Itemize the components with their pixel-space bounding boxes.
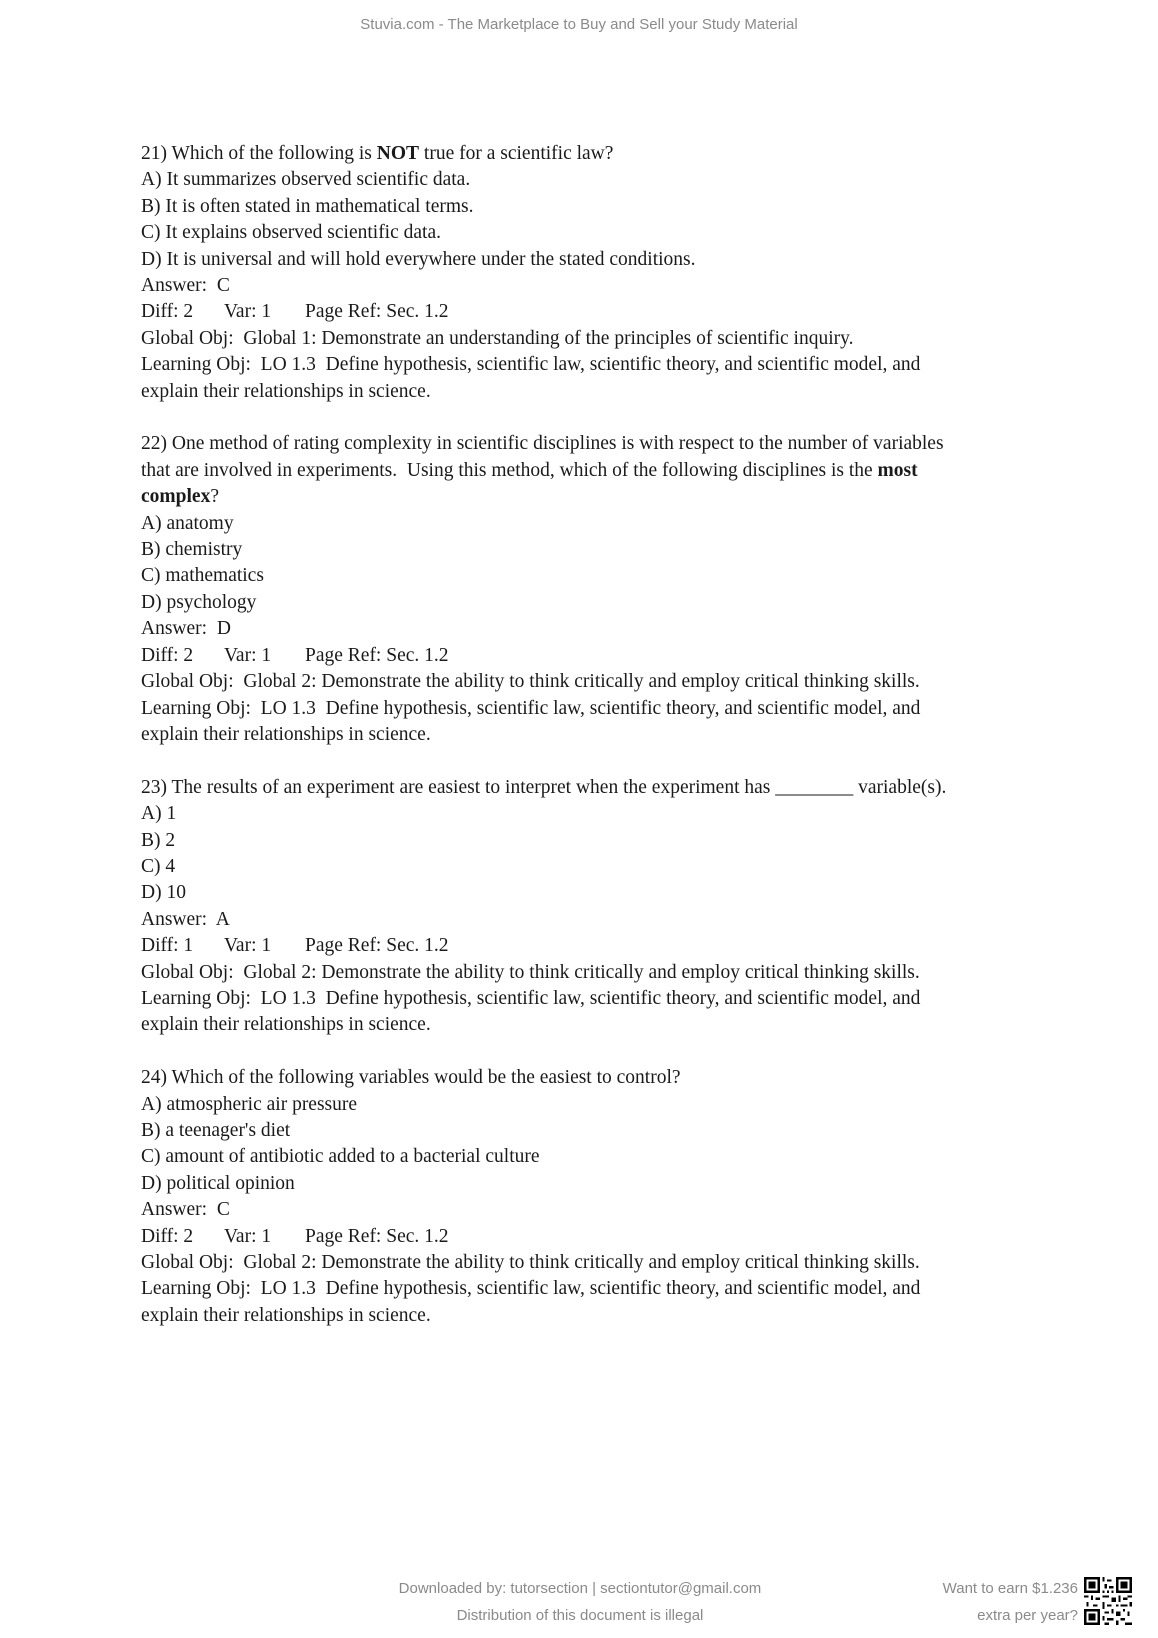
answer: Answer: A: [141, 908, 230, 930]
option-d: D) psychology: [141, 591, 257, 613]
stem-text: that are involved in experiments. Using this method, which of the following disciplines is the: [141, 459, 878, 481]
learning-objective-cont: explain their relationships in science.: [141, 1304, 431, 1326]
answer: Answer: C: [141, 275, 230, 297]
question-24: [141, 1065, 1041, 1329]
metadata-row: [141, 643, 1041, 669]
stem-emphasis: NOT: [376, 143, 420, 164]
learning-objective: Learning Obj: LO 1.3 Define hypothesis, scientific law, scientific theory, and scientific model, and: [141, 697, 921, 719]
question-stem: 23) The results of an experiment are easiest to interpret when the experiment has ________ variable(s).: [141, 776, 947, 798]
option-b: B) It is often stated in mathematical terms.: [141, 195, 474, 217]
variant: Var: 1: [224, 1225, 272, 1247]
variant: Var: 1: [224, 935, 272, 957]
option-c: C) mathematics: [141, 565, 264, 587]
page-header: Stuvia.com - The Marketplace to Buy and Sell your Study Material: [360, 16, 798, 33]
option-a: A) It summarizes observed scientific data.: [141, 169, 471, 191]
question-stem: 22) One method of rating complexity in scientific disciplines is with respect to the number of variables: [141, 433, 944, 455]
question-21: [141, 141, 1041, 405]
option-c: C) 4: [141, 855, 176, 877]
downloaded-by-text: Downloaded by: tutorsection | sectiontutor@gmail.com: [398, 1580, 762, 1597]
option-b: B) chemistry: [141, 539, 243, 561]
question-23: [141, 775, 1041, 1039]
distribution-notice: Distribution of this document is illegal: [456, 1607, 704, 1624]
question-stem: 24) Which of the following variables would be the easiest to control?: [141, 1067, 681, 1089]
answer: Answer: C: [141, 1199, 230, 1221]
question-stem-cont: [141, 458, 1041, 484]
question-stem-cont: [141, 484, 1041, 510]
stem-text: 21) Which of the following is: [141, 143, 377, 164]
qr-code-icon[interactable]: [1084, 1577, 1132, 1625]
global-objective: Global Obj: Global 2: Demonstrate the ability to think critically and employ critical thinking skills.: [141, 1252, 920, 1274]
difficulty: Diff: 1: [141, 935, 194, 957]
learning-objective: Learning Obj: LO 1.3 Define hypothesis, scientific law, scientific theory, and scientific model, and: [141, 987, 921, 1009]
option-d: D) 10: [141, 882, 186, 904]
variant: Var: 1: [224, 301, 272, 323]
global-objective: Global Obj: Global 1: Demonstrate an understanding of the principles of scientific inquiry.: [141, 327, 854, 349]
metadata-row: [141, 299, 1041, 325]
option-a: A) 1: [141, 803, 177, 825]
learning-objective: Learning Obj: LO 1.3 Define hypothesis, scientific law, scientific theory, and scientific model, and: [141, 354, 921, 376]
option-c: C) It explains observed scientific data.: [141, 222, 441, 244]
option-d: D) It is universal and will hold everywhere under the stated conditions.: [141, 248, 696, 270]
stem-emphasis: most: [877, 459, 918, 481]
metadata-row: [141, 933, 1041, 959]
global-objective: Global Obj: Global 2: Demonstrate the ability to think critically and employ critical thinking skills.: [141, 961, 920, 983]
stem-text: true for a scientific law?: [419, 143, 614, 164]
page-ref: Page Ref: Sec. 1.2: [305, 935, 449, 957]
variant: Var: 1: [224, 644, 272, 666]
stem-emphasis: complex: [141, 486, 211, 508]
page-ref: Page Ref: Sec. 1.2: [305, 301, 449, 323]
option-a: A) anatomy: [141, 512, 234, 534]
question-22: [141, 431, 1041, 748]
learning-objective: Learning Obj: LO 1.3 Define hypothesis, scientific law, scientific theory, and scientific model, and: [141, 1278, 921, 1300]
learning-objective-cont: explain their relationships in science.: [141, 1014, 431, 1036]
difficulty: Diff: 2: [141, 301, 194, 323]
global-objective: Global Obj: Global 2: Demonstrate the ability to think critically and employ critical thinking skills.: [141, 671, 920, 693]
question-stem: [141, 141, 1041, 167]
document-body: [141, 141, 1041, 1356]
option-c: C) amount of antibiotic added to a bacterial culture: [141, 1146, 540, 1168]
page-ref: Page Ref: Sec. 1.2: [305, 1225, 449, 1247]
metadata-row: [141, 1224, 1041, 1250]
difficulty: Diff: 2: [141, 1225, 194, 1247]
learning-objective-cont: explain their relationships in science.: [141, 723, 431, 745]
answer: Answer: D: [141, 618, 231, 640]
option-d: D) political opinion: [141, 1172, 295, 1194]
difficulty: Diff: 2: [141, 644, 194, 666]
stem-text: ?: [210, 486, 219, 508]
learning-objective-cont: explain their relationships in science.: [141, 380, 431, 402]
earn-promo-line2[interactable]: extra per year?: [977, 1607, 1078, 1624]
option-b: B) 2: [141, 829, 176, 851]
option-b: B) a teenager's diet: [141, 1119, 291, 1141]
page-ref: Page Ref: Sec. 1.2: [305, 644, 449, 666]
option-a: A) atmospheric air pressure: [141, 1093, 358, 1115]
earn-promo-line1[interactable]: Want to earn $1.236: [942, 1580, 1078, 1597]
